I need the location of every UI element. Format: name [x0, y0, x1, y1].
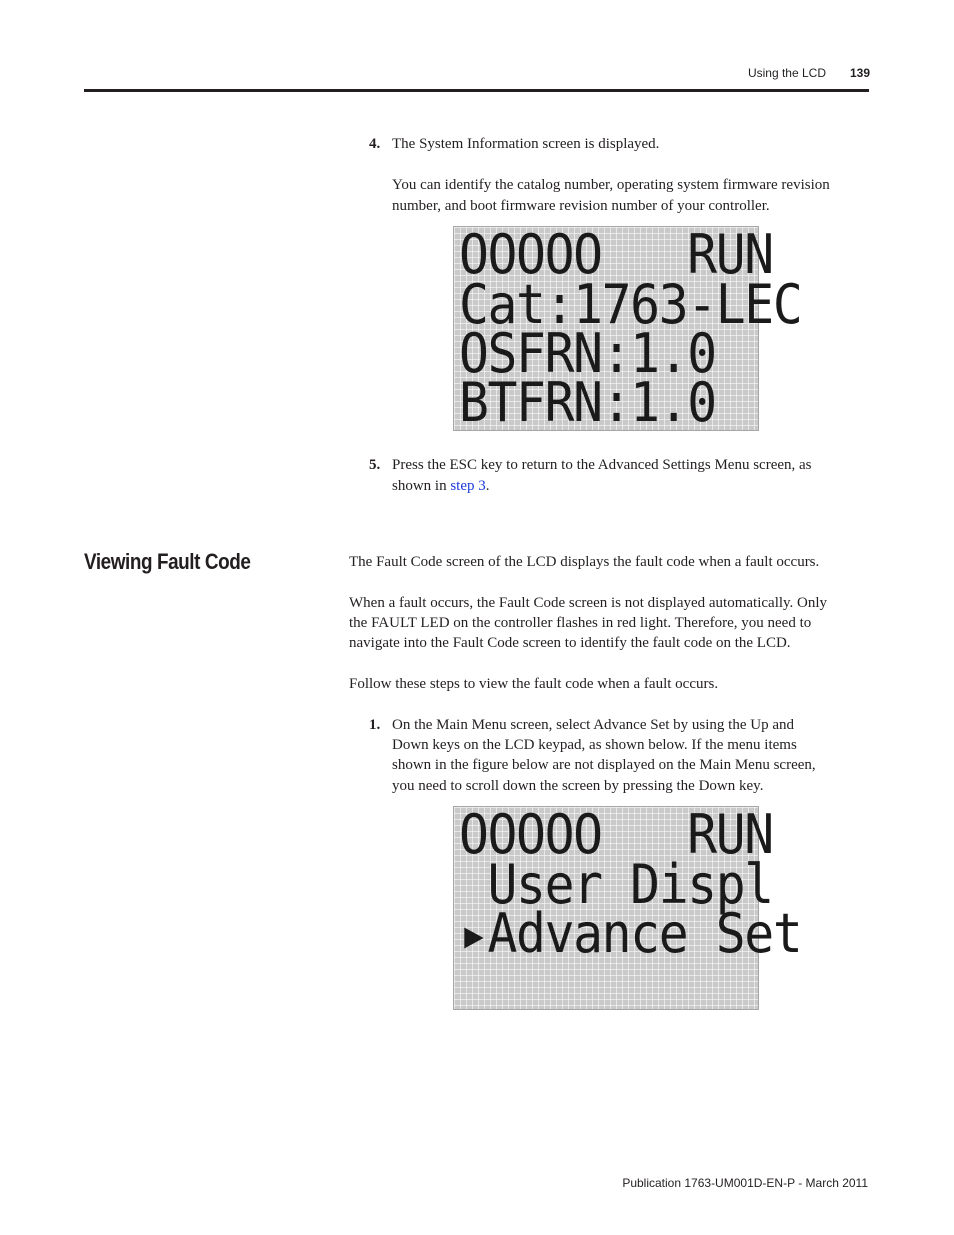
lcd-line: OSFRN:1.0 [459, 322, 716, 385]
step-4-para-line-2: number, and boot firmware revision number of your controller. [392, 198, 770, 214]
lcd-line: OOOOO RUN [459, 223, 773, 286]
step-1-number: 1. [369, 717, 381, 733]
section-paragraph-3: Follow these steps to view the fault code when a fault occurs. [349, 676, 719, 692]
section-paragraph-2-line-1: When a fault occurs, the Fault Code screen is not displayed automatically. Only [349, 595, 828, 611]
step-1-line-1: On the Main Menu screen, select Advance Set by using the Up and [392, 717, 794, 733]
step-5-line-2 [392, 476, 490, 496]
section-paragraph-2-line-3: navigate into the Fault Code screen to identify the fault code on the LCD. [349, 635, 791, 651]
lcd-system-info-screen [453, 223, 802, 434]
lcd-line [459, 958, 730, 1008]
section-paragraph-1: The Fault Code screen of the LCD displays the fault code when a fault occurs. [349, 554, 820, 570]
step-5-line-1: Press the ESC key to return to the Advanced Settings Menu screen, as [392, 457, 812, 473]
running-header-title: Using the LCD [747, 66, 826, 80]
lcd-line: BTFRN:1.0 [459, 371, 716, 434]
publication-footer: Publication 1763-UM001D-EN-P - March 2011 [622, 1176, 868, 1190]
header-rule [84, 89, 869, 92]
section-paragraph-2-line-2: the FAULT LED on the controller flashes in red light. Therefore, you need to [349, 615, 812, 631]
lcd-line: Cat:1763-LEC [459, 273, 802, 336]
step-4-text: The System Information screen is displayed. [392, 136, 660, 152]
step-5-line-2-prefix: shown in [392, 478, 451, 494]
step-4-number: 4. [369, 136, 381, 152]
lcd-main-menu-screen [453, 803, 802, 1010]
step-3-link[interactable]: step 3 [450, 478, 486, 494]
lcd-line: OOOOO RUN [459, 803, 773, 866]
section-heading: Viewing Fault Code [84, 549, 251, 574]
step-4-para-line-1: You can identify the catalog number, operating system firmware revision [392, 177, 830, 193]
step-1-line-4: you need to scroll down the screen by pressing the Down key. [392, 778, 764, 794]
step-1-line-3: shown in the figure below are not displayed on the Main Menu screen, [392, 757, 816, 773]
lcd-line: ▸Advance Set [459, 902, 802, 965]
page-number: 139 [850, 66, 871, 80]
lcd-line: User Displ [459, 853, 773, 916]
step-5-number: 5. [369, 457, 381, 473]
step-1-line-2: Down keys on the LCD keypad, as shown below. If the menu items [392, 737, 797, 753]
step-5-line-2-suffix: . [485, 478, 490, 494]
